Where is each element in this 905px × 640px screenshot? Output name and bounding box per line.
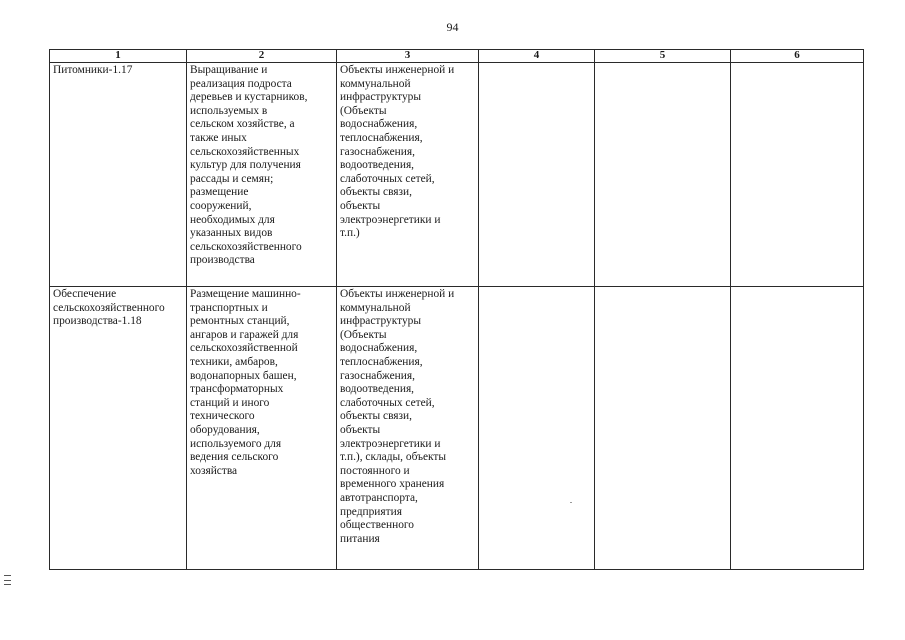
column-header-4: 4	[479, 50, 595, 63]
column-4-cell	[479, 287, 595, 570]
document-table	[49, 49, 864, 570]
column-5-cell	[595, 63, 731, 287]
use-type-name-cell: Питомники-1.17	[50, 63, 187, 287]
column-header-6: 6	[731, 50, 864, 63]
permitted-objects-cell: Объекты инженерной и коммунальной инфраструктуры (Объекты водоснабжения, теплоснабжения, газоснабжения, водоотведения, слаботочных сетей, объекты связи, объекты электроэнергетики и т.п.), склады, объекты постоянного и временного хранения автотранспорта, предприятия общественного питания	[337, 287, 479, 570]
column-5-cell	[595, 287, 731, 570]
column-header-2: 2	[187, 50, 337, 63]
column-header-1: 1	[50, 50, 187, 63]
column-4-cell	[479, 63, 595, 287]
table-header-row	[50, 50, 864, 63]
scan-speck	[570, 502, 572, 503]
page-number: 94	[446, 20, 459, 34]
use-type-name-cell: Обеспечение сельскохозяйственного производства-1.18	[50, 287, 187, 570]
table-row	[50, 63, 864, 287]
use-type-description-cell: Размещение машинно- транспортных и ремонтных станций, ангаров и гаражей для сельскохозяйственной техники, амбаров, водонапорных башен, трансформаторных станций и иного технического оборудования, используемого для ведения сельского хозяйства	[187, 287, 337, 570]
scan-margin-mark	[4, 575, 11, 581]
use-type-description-cell: Выращивание и реализация подроста деревьев и кустарников, используемых в сельском хозяйстве, а также иных сельскохозяйственных культур для получения рассады и семян; размещение сооружений, необходимых для указанных видов сельскохозяйственного производства	[187, 63, 337, 287]
column-6-cell	[731, 287, 864, 570]
table-row	[50, 287, 864, 570]
column-6-cell	[731, 63, 864, 287]
column-header-5: 5	[595, 50, 731, 63]
column-header-3: 3	[337, 50, 479, 63]
permitted-objects-cell: Объекты инженерной и коммунальной инфраструктуры (Объекты водоснабжения, теплоснабжения, газоснабжения, водоотведения, слаботочных сетей, объекты связи, объекты электроэнергетики и т.п.)	[337, 63, 479, 287]
